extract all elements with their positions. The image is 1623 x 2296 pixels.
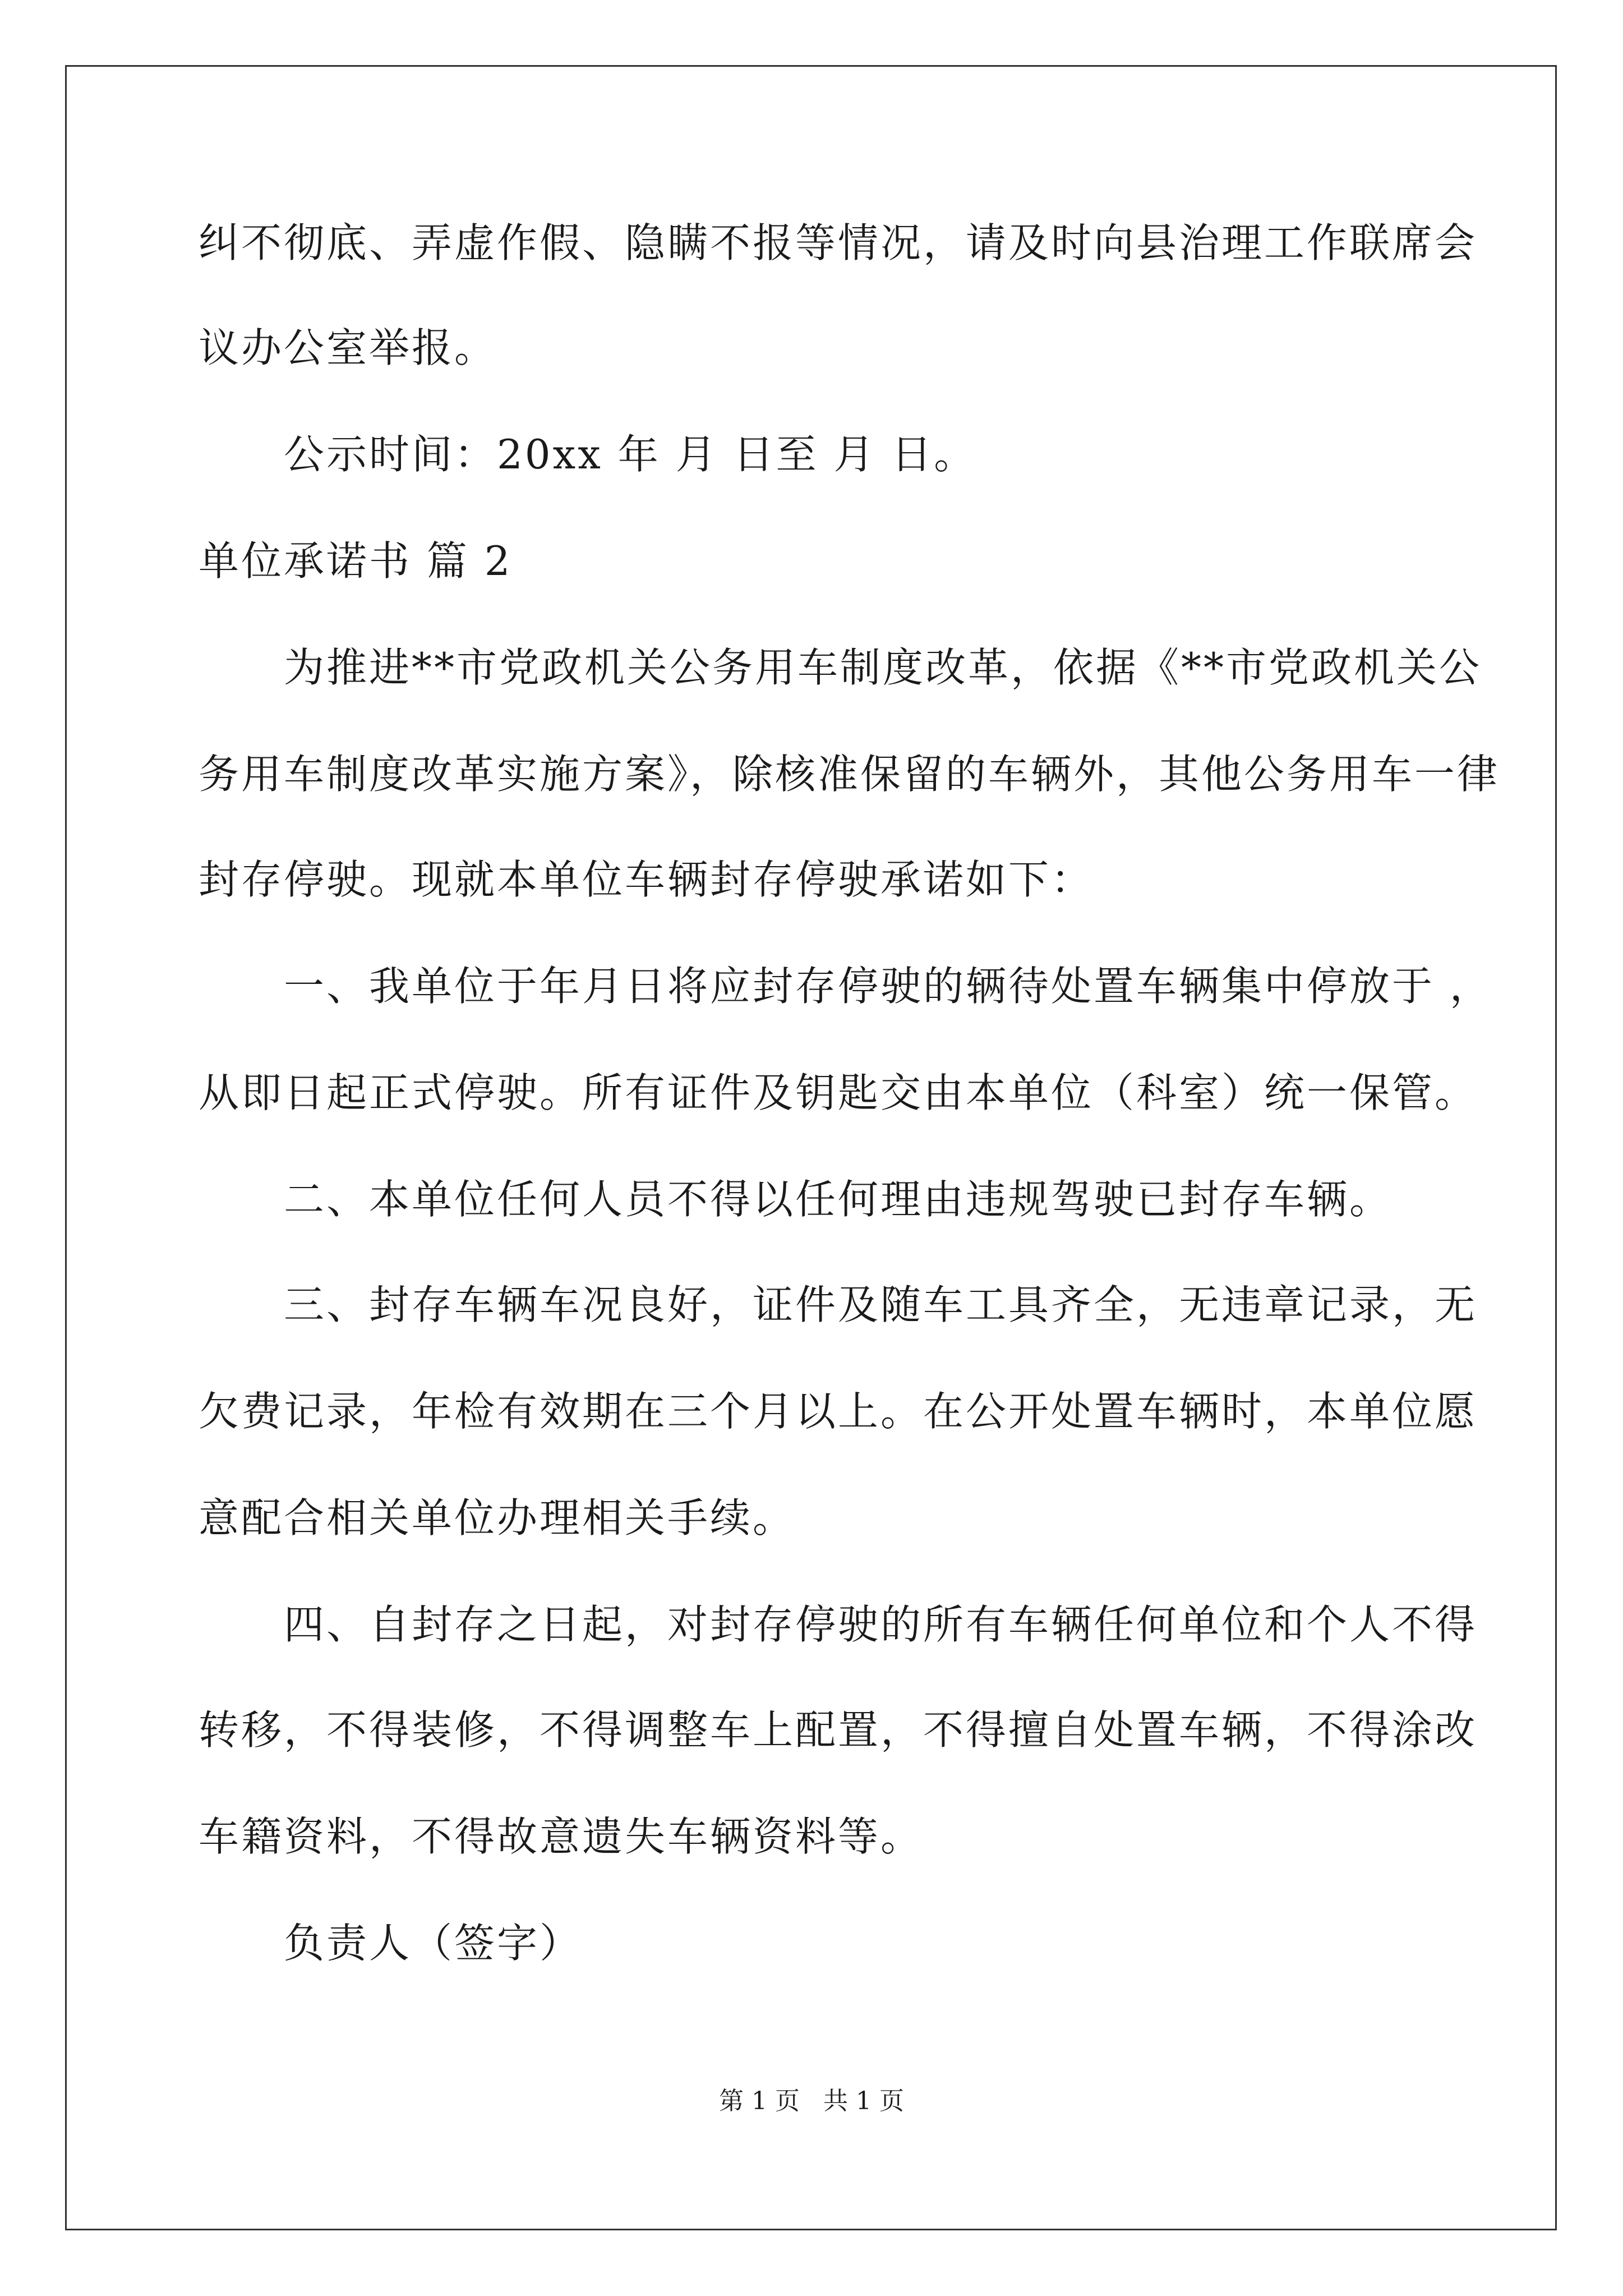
body-line-3: 公示时间：20xx 年 月 日至 月 日。	[199, 431, 977, 478]
body-line-2: 议办公室举报。	[199, 324, 497, 371]
signature-line: 负责人（签字）	[199, 1920, 583, 1967]
body-line-12: 欠费记录，年检有效期在三个月以上。在公开处置车辆时，本单位愿	[199, 1388, 1478, 1435]
body-line-6: 务用车制度改革实施方案》，除核准保留的车辆外，其他公务用车一律	[199, 751, 1500, 798]
body-line-8: 一、我单位于年月日将应封存停驶的辆待处置车辆集中停放于 ，	[199, 963, 1492, 1010]
page-number: 第 1 页	[719, 2087, 800, 2115]
body-line-9: 从即日起正式停驶。所有证件及钥匙交由本单位（科室）统一保管。	[199, 1069, 1478, 1116]
body-line-14: 四、自封存之日起，对封存停驶的所有车辆任何单位和个人不得	[199, 1601, 1478, 1648]
body-line-11: 三、封存车辆车况良好，证件及随车工具齐全，无违章记录，无	[199, 1281, 1478, 1328]
body-line-13: 意配合相关单位办理相关手续。	[199, 1494, 796, 1542]
body-line-5: 为推进**市党政机关公务用车制度改革，依据《**市党政机关公	[199, 644, 1482, 691]
body-line-10: 二、本单位任何人员不得以任何理由违规驾驶已封存车辆。	[199, 1176, 1393, 1223]
body-line-15: 转移，不得装修，不得调整车上配置，不得擅自处置车辆，不得涂改	[199, 1706, 1478, 1754]
body-line-16: 车籍资料，不得故意遗失车辆资料等。	[199, 1813, 924, 1860]
body-line-1: 纠不彻底、弄虚作假、隐瞒不报等情况，请及时向县治理工作联席会	[199, 219, 1478, 266]
section-heading: 单位承诺书 篇 2	[199, 537, 513, 585]
page-footer	[0, 2085, 1623, 2118]
page-border	[65, 65, 1557, 2230]
body-line-7: 封存停驶。现就本单位车辆封存停驶承诺如下：	[199, 856, 1094, 903]
page-total: 共 1 页	[823, 2087, 904, 2115]
